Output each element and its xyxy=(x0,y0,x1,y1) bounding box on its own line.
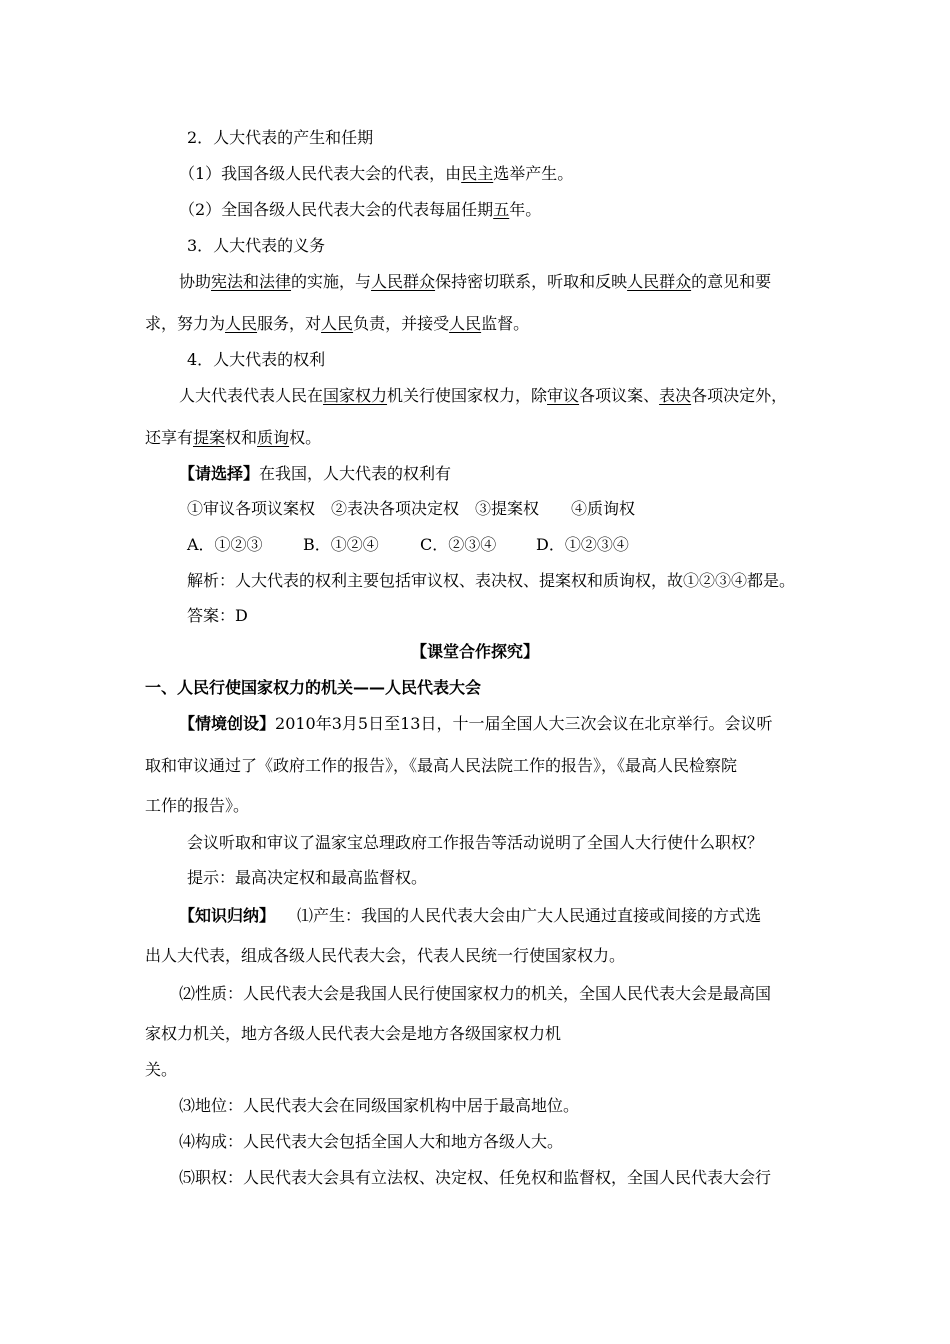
blank-people-masses: 人民群众 xyxy=(371,272,436,291)
paragraph-3-line-2: 求，努力为人民服务，对人民负责，并接受人民监督。 xyxy=(145,314,530,333)
paragraph-4-line-1: 人大代表代表人民在国家权力机关行使国家权力，除审议各项议案、表决各项决定外， xyxy=(179,386,788,405)
scenario-tag: 【情境创设】 xyxy=(179,714,276,733)
scenario-question: 会议听取和审议了温家宝总理政府工作报告等活动说明了全国人大行使什么职权？ xyxy=(187,833,764,852)
blank-deliberate: 审议 xyxy=(547,386,580,405)
paragraph-3-line-1: 协助宪法和法律的实施，与人民群众保持密切联系，听取和反映人民群众的意见和要 xyxy=(179,272,772,291)
paragraph-4-line-2: 还享有提案权和质询权。 xyxy=(145,428,322,447)
blank-proposal: 提案 xyxy=(193,428,226,447)
knowledge-2-line-2: 家权力机关，地方各级人民代表大会是地方各级国家权力机 xyxy=(145,1024,562,1043)
option-b: B．①②④ xyxy=(303,535,379,554)
option-d: D．①②③④ xyxy=(536,535,629,554)
heading-4: 4．人大代表的权利 xyxy=(187,350,326,369)
blank-people-1: 人民 xyxy=(225,314,258,333)
knowledge-2-line-3: 关。 xyxy=(145,1060,178,1079)
blank-constitution-law: 宪法和法律 xyxy=(211,272,292,291)
knowledge-2-line-1: ⑵性质：人民代表大会是我国人民行使国家权力的机关，全国人民代表大会是最高国 xyxy=(179,984,772,1003)
scenario-line-3: 工作的报告》。 xyxy=(145,796,250,815)
blank-inquiry: 质询 xyxy=(257,428,290,447)
section-title: 【课堂合作探究】 xyxy=(410,642,539,661)
blank-people-3: 人民 xyxy=(449,314,482,333)
blank-people-2: 人民 xyxy=(321,314,354,333)
quiz-analysis: 解析：人大代表的权利主要包括审议权、表决权、提案权和质询权，故①②③④都是。 xyxy=(187,571,796,590)
summary-tag: 【知识归纳】 xyxy=(179,906,276,925)
blank-people-masses-2: 人民群众 xyxy=(627,272,692,291)
paragraph-2-2: （2）全国各级人民代表大会的代表每届任期五年。 xyxy=(179,200,542,219)
scenario-line-2: 取和审议通过了《政府工作的报告》，《最高人民法院工作的报告》，《最高人民检察院 xyxy=(145,756,738,775)
quiz-items: ①审议各项议案权 ②表决各项决定权 ③提案权 ④质询权 xyxy=(187,499,636,518)
quiz-tag: 【请选择】 xyxy=(179,464,260,483)
knowledge-1-line-1: 【知识归纳】 ⑴产生：我国的人民代表大会由广大人民通过直接或间接的方式选 xyxy=(179,906,762,925)
knowledge-1-line-2: 出人大代表，组成各级人民代表大会，代表人民统一行使国家权力。 xyxy=(145,946,626,965)
part1-title: 一、人民行使国家权力的机关——人民代表大会 xyxy=(145,678,482,697)
scenario-hint: 提示：最高决定权和最高监督权。 xyxy=(187,868,428,887)
paragraph-2-1: （1）我国各级人民代表大会的代表，由民主选举产生。 xyxy=(179,164,574,183)
heading-2: 2．人大代表的产生和任期 xyxy=(187,128,374,147)
blank-state-power: 国家权力 xyxy=(323,386,388,405)
scenario-line-1: 【情境创设】2010年3月5日至13日，十一届全国人大三次会议在北京举行。会议听 xyxy=(179,714,773,733)
option-c: C．②③④ xyxy=(420,535,497,554)
heading-3: 3．人大代表的义务 xyxy=(187,236,326,255)
knowledge-4: ⑷构成：人民代表大会包括全国人大和地方各级人大。 xyxy=(179,1132,564,1151)
blank-democracy: 民主 xyxy=(461,164,494,183)
blank-five: 五 xyxy=(493,200,510,219)
knowledge-5: ⑸职权：人民代表大会具有立法权、决定权、任免权和监督权，全国人民代表大会行 xyxy=(179,1168,772,1187)
quiz-question: 【请选择】在我国，人大代表的权利有 xyxy=(179,464,452,483)
knowledge-3: ⑶地位：人民代表大会在同级国家机构中居于最高地位。 xyxy=(179,1096,580,1115)
blank-vote: 表决 xyxy=(659,386,692,405)
option-a: A．①②③ xyxy=(187,535,263,554)
quiz-answer: 答案：D xyxy=(187,606,248,625)
